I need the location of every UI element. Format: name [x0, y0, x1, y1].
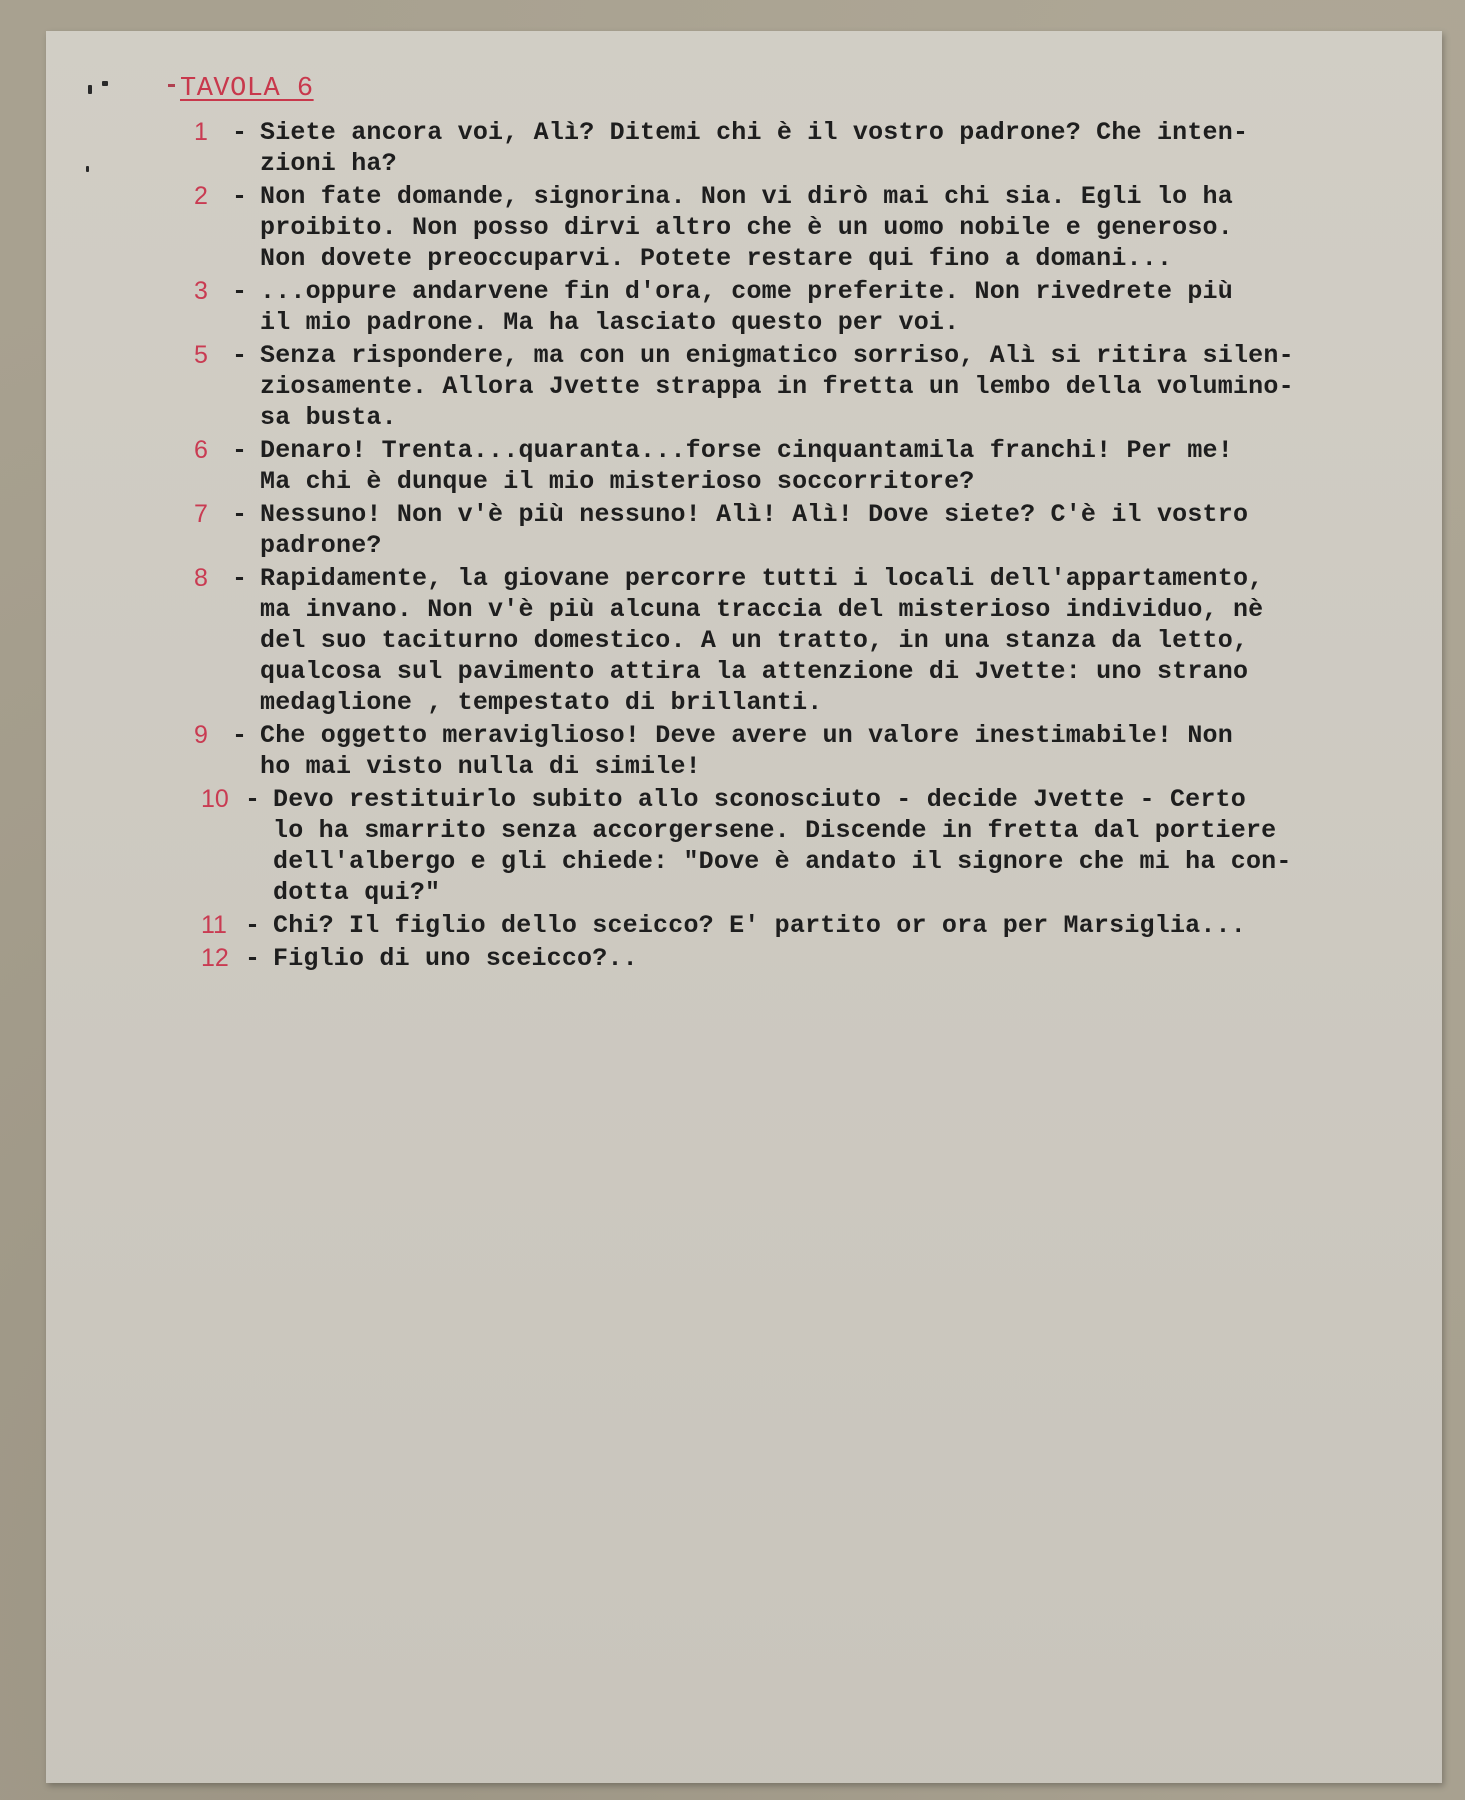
caption-number: 2	[194, 182, 208, 210]
caption-number: 12	[201, 944, 229, 972]
caption-item	[0, 435, 1465, 497]
caption-item	[0, 181, 1465, 274]
caption-number: 9	[194, 721, 208, 749]
ink-speck	[88, 85, 92, 94]
caption-item	[0, 499, 1465, 561]
caption-text: ...oppure andarvene fin d'ora, come preferite. Non rivedrete più il mio padrone. Ma ha lasciato questo per voi.	[260, 277, 1233, 337]
caption-text: Nessuno! Non v'è più nessuno! Alì! Alì! Dove siete? C'è il vostro padrone?	[260, 500, 1249, 560]
caption-number: 5	[194, 341, 208, 369]
caption-item	[0, 117, 1465, 179]
caption-item	[0, 276, 1465, 338]
caption-dash: -	[245, 944, 261, 973]
caption-number: 11	[201, 911, 227, 939]
caption-item	[0, 720, 1465, 782]
caption-number: 1	[194, 118, 208, 146]
page-title: TAVOLA 6	[180, 74, 314, 104]
caption-item	[0, 784, 1465, 908]
caption-dash: -	[245, 911, 261, 940]
caption-text: Senza rispondere, ma con un enigmatico sorriso, Alì si ritira silen- ziosamente. Allora Jvette strappa in fretta un lembo della volumino- sa busta.	[260, 341, 1294, 432]
caption-number: 7	[194, 500, 208, 528]
caption-text: Chi? Il figlio dello sceicco? E' partito or ora per Marsiglia...	[273, 911, 1246, 940]
caption-text: Non fate domande, signorina. Non vi dirò mai chi sia. Egli lo ha proibito. Non posso dirvi altro che è un uomo nobile e generoso. Non dovete preoccuparvi. Potete restare qui fino a domani...	[260, 182, 1233, 273]
caption-list	[0, 117, 1465, 976]
caption-text: Denaro! Trenta...quaranta...forse cinquantamila franchi! Per me! Ma chi è dunque il mio misterioso soccorritore?	[260, 436, 1233, 496]
caption-text: Devo restituirlo subito allo sconosciuto - decide Jvette - Certo lo ha smarrito senza accorgersene. Discende in fretta dal portiere dell'albergo e gli chiede: "Dove è andato il signore che mi ha con- dotta qui?"	[273, 785, 1292, 907]
caption-item	[0, 563, 1465, 718]
caption-item	[0, 943, 1465, 974]
caption-dash: -	[232, 436, 248, 465]
caption-dash: -	[232, 500, 248, 529]
caption-text: Siete ancora voi, Alì? Ditemi chi è il vostro padrone? Che inten- zioni ha?	[260, 118, 1249, 178]
caption-dash: -	[232, 341, 248, 370]
caption-text: Che oggetto meraviglioso! Deve avere un valore inestimabile! Non ho mai visto nulla di simile!	[260, 721, 1233, 781]
caption-number: 10	[201, 785, 229, 813]
caption-text: Rapidamente, la giovane percorre tutti i locali dell'appartamento, ma invano. Non v'è più alcuna traccia del misterioso individuo, nè del suo taciturno domestico. A un tratto, in una stanza da letto, qualcosa sul pavimento attira la attenzione di Jvette: uno strano medaglione , tempestato di brillanti.	[260, 564, 1264, 717]
caption-number: 3	[194, 277, 208, 305]
caption-dash: -	[232, 564, 248, 593]
caption-dash: -	[232, 182, 248, 211]
caption-dash: -	[232, 277, 248, 306]
ink-speck	[102, 81, 108, 86]
caption-number: 6	[194, 436, 208, 464]
caption-dash: -	[245, 785, 261, 814]
caption-item	[0, 340, 1465, 433]
caption-item	[0, 910, 1465, 941]
caption-dash: -	[232, 721, 248, 750]
caption-text: Figlio di uno sceicco?..	[273, 944, 638, 973]
heading-mark	[168, 84, 175, 87]
caption-dash: -	[232, 118, 248, 147]
caption-number: 8	[194, 564, 208, 592]
